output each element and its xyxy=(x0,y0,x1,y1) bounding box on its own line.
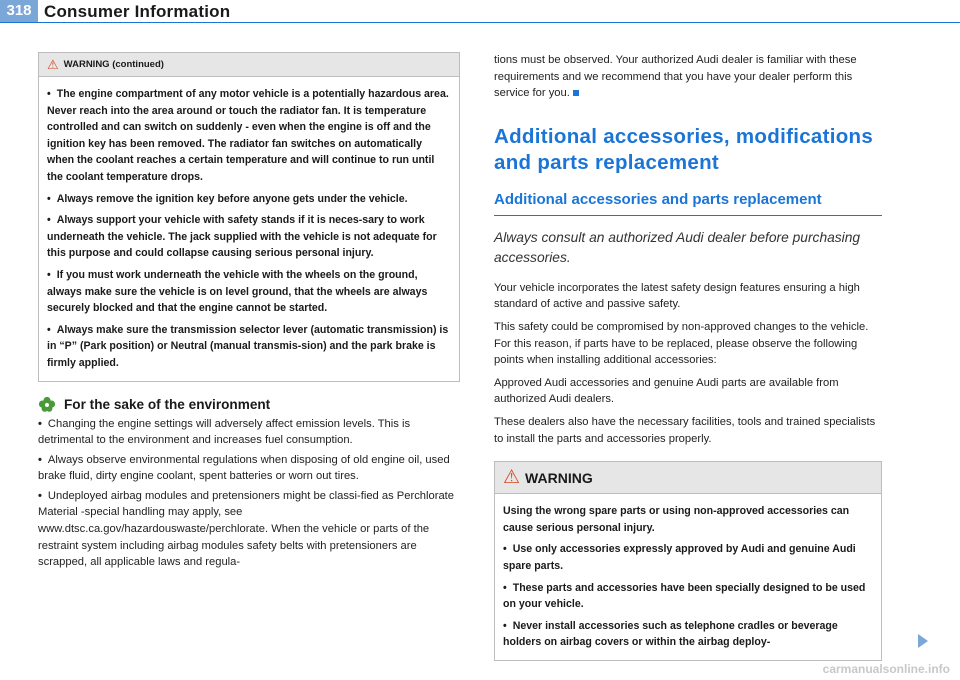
chapter-heading: Additional accessories, modifications and parts replacement xyxy=(494,124,874,174)
left-column xyxy=(38,52,460,574)
environment-item: • Always observe environmental regulations when disposing of old engine oil, used brake fluid, dirty engine coolant, spent batteries or worn out tires. xyxy=(38,453,450,483)
subsection-heading: Additional accessories and parts replacement xyxy=(494,190,822,208)
warning-item: • Always make sure the transmission selector lever (automatic transmission) is in “P” (Park position) or Neutral (manual transmis-sion) and the park brake is firmly applied. xyxy=(47,323,449,369)
warning-item: • The engine compartment of any motor vehicle is a potentially hazardous area. Never reach into the area around or touch the radiator fan. It is temperature controlled and can switch on suddenly - even when the engine is off and the ignition key has been removed. The radiator fan switches on automatically when the coolant reaches a certain temperature and will continue to run until the coolant temperature drops. xyxy=(47,88,449,183)
warning-intro: Using the wrong spare parts or using non-approved accessories can cause serious personal injury. xyxy=(503,505,850,534)
watermark: carmanualsonline.info xyxy=(822,662,950,676)
page-number: 318 xyxy=(0,0,38,22)
warning-title: WARNING xyxy=(525,469,593,486)
warning-header xyxy=(495,462,881,494)
end-marker-icon xyxy=(573,90,579,96)
warning-item: • Never install accessories such as telephone cradles or beverage holders on airbag covers or within the airbag deploy- xyxy=(503,619,838,649)
environment-item: • Undeployed airbag modules and pretensioners might be classi-fied as Perchlorate Material -special handling may apply, see www.dtsc.ca.gov/hazardouswaste/perchlorate. When the vehicle or parts of the restraint system including airbag modules safety belts with pretensioners are scrapped, all applicable laws and regula- xyxy=(38,489,455,569)
warning-triangle-icon: ⚠ xyxy=(503,467,521,489)
warning-triangle-icon: ⚠ xyxy=(47,57,59,72)
environment-flower-icon xyxy=(38,396,56,414)
warning-item: • If you must work underneath the vehicle with the wheels on the ground, always make sure the vehicle is on level ground, that the wheels are always securely blocked and that the engine cannot be started. xyxy=(47,268,428,315)
continue-arrow-icon xyxy=(918,634,928,648)
section-title: Consumer Information xyxy=(44,2,231,21)
environment-item: • Changing the engine settings will adversely affect emission levels. This is detrimental to the environment and increases fuel consumption. xyxy=(38,417,411,447)
body-paragraph: These dealers also have the necessary facilities, tools and trained specialists to install the parts and accessories properly. xyxy=(494,415,876,445)
warning-item: • Always support your vehicle with safety stands if it is neces-sary to work underneath the vehicle. The jack supplied with the vehicle is not adequate for this purpose and could collapse causing serious personal injury. xyxy=(47,214,437,260)
warning-box-continued xyxy=(38,52,460,382)
warning-title: WARNING (continued) xyxy=(63,59,164,70)
environment-heading xyxy=(38,396,460,414)
continuation-paragraph: tions must be observed. Your authorized Audi dealer is familiar with these requirements and we recommend that you have your dealer perform this service for you. xyxy=(494,54,857,100)
warning-item: • Use only accessories expressly approved by Audi and genuine Audi spare parts. xyxy=(503,543,856,572)
subsection-rule xyxy=(494,215,882,216)
warning-item: • Always remove the ignition key before anyone gets under the vehicle. xyxy=(47,192,408,205)
header-rule xyxy=(0,22,960,23)
warning-item: • These parts and accessories have been specially designed to be used on your vehicle. xyxy=(503,581,866,611)
body-paragraph: Your vehicle incorporates the latest safety design features ensuring a high standard of active and passive safety. xyxy=(494,281,860,311)
warning-body xyxy=(495,494,881,660)
environment-title: For the sake of the environment xyxy=(64,397,271,412)
body-paragraph: This safety could be compromised by non-approved changes to the vehicle. For this reason, if parts have to be replaced, please observe the following points when installing additional accessories: xyxy=(494,320,869,367)
warning-box xyxy=(494,461,882,661)
right-column xyxy=(494,52,882,661)
warning-body xyxy=(39,77,459,381)
warning-header xyxy=(39,53,459,77)
body-paragraph: Approved Audi accessories and genuine Audi parts are available from authorized Audi dealers. xyxy=(494,376,839,406)
lead-text: Always consult an authorized Audi dealer before purchasing accessories. xyxy=(494,229,861,265)
